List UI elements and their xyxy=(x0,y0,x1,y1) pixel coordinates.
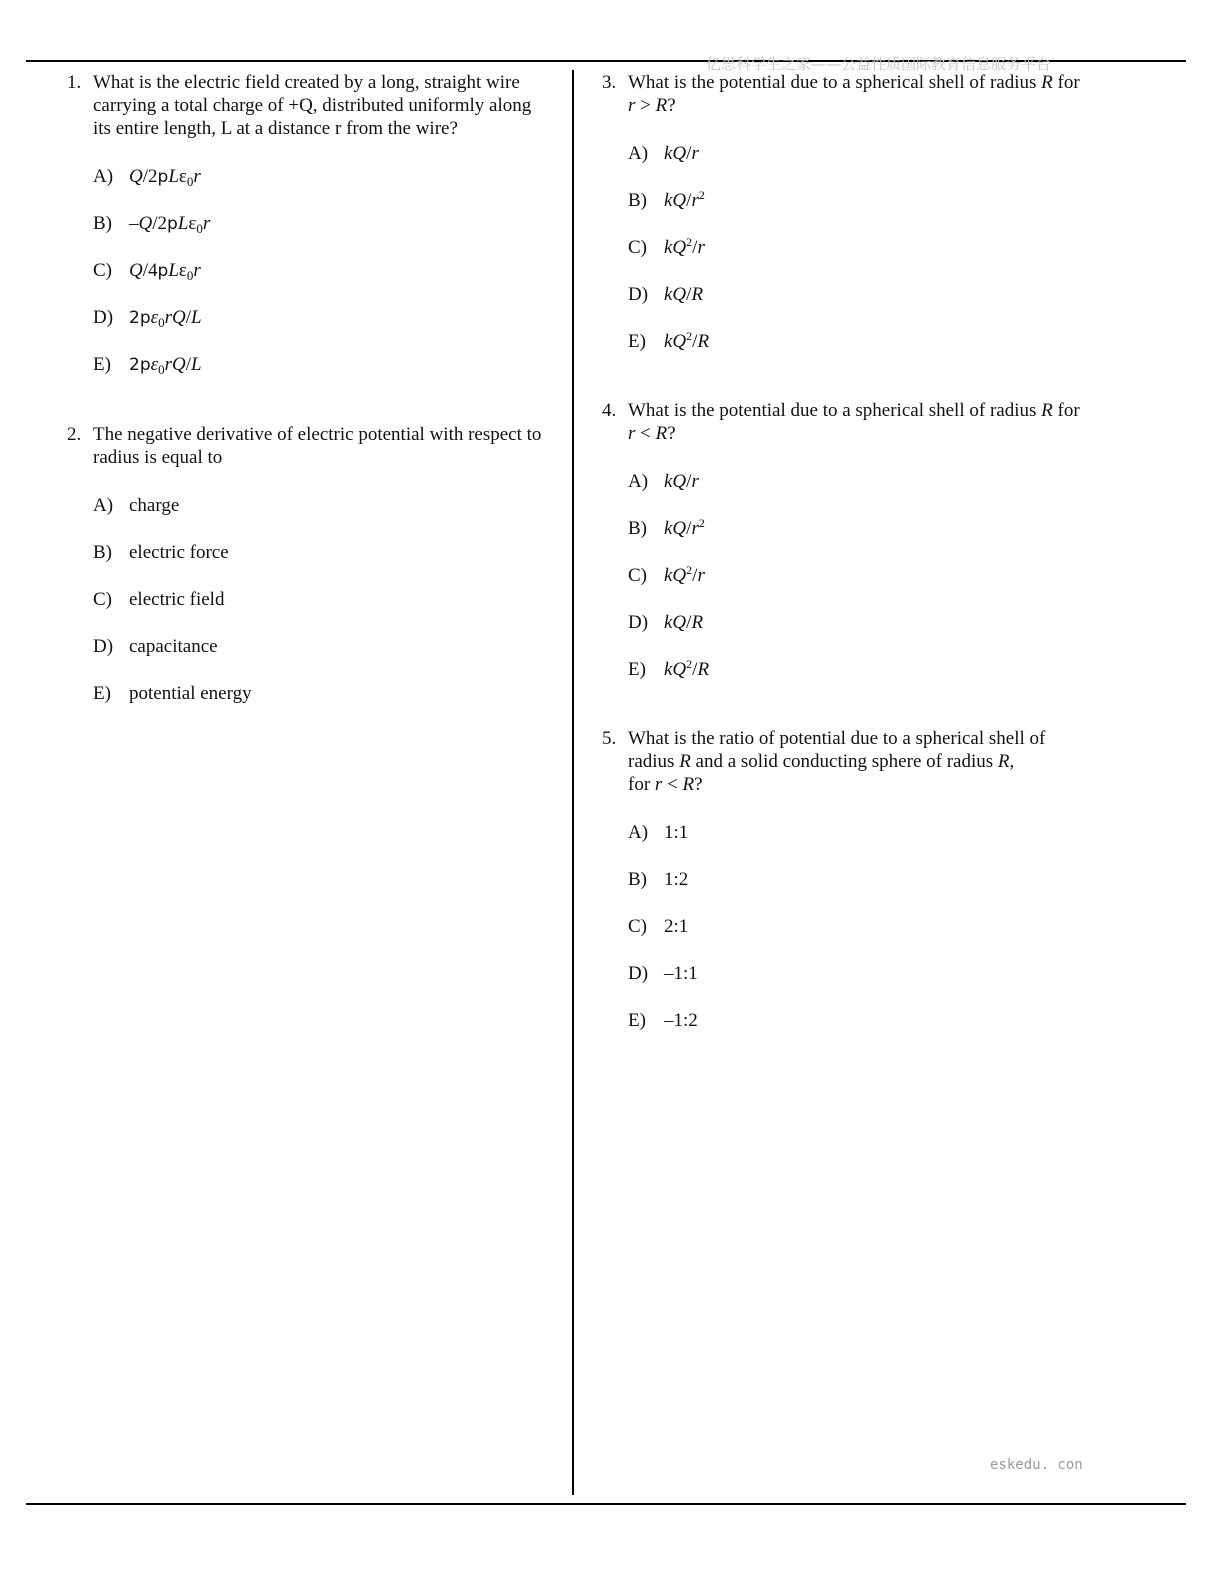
option-text: $kQ^2/R$ xyxy=(664,657,710,680)
option-text: –1:1 xyxy=(664,963,698,984)
option-text: capacitance xyxy=(129,636,218,657)
option-text: kQ/r xyxy=(664,143,699,164)
option-e[interactable] xyxy=(93,682,567,729)
option-letter: E) xyxy=(93,683,111,704)
option-a[interactable] xyxy=(93,494,567,541)
option-e[interactable] xyxy=(628,330,1102,377)
option-e[interactable] xyxy=(628,1009,1102,1056)
option-letter: C) xyxy=(93,589,112,610)
options-list xyxy=(93,165,567,400)
question-stem xyxy=(67,71,567,140)
question-5 xyxy=(602,727,1102,1056)
question-number: 2. xyxy=(67,424,82,445)
options-list xyxy=(93,494,567,729)
question-3 xyxy=(602,71,1102,377)
option-text: electric field xyxy=(129,589,225,610)
option-text: $2p\varepsilon_0rQ/L$ xyxy=(129,307,202,330)
option-letter: D) xyxy=(93,636,114,657)
option-text: $kQ^2/r$ xyxy=(664,235,705,258)
question-4 xyxy=(602,399,1102,705)
option-text: 1:2 xyxy=(664,869,689,890)
option-a[interactable] xyxy=(628,470,1102,517)
question-text: What is the ratio of potential due to a spherical shell of radius R and a solid conducting sphere of radius R, for r < R? xyxy=(628,728,1046,795)
header-watermark: 亿思科学生之家——公益性质国际教育信息服务平台 xyxy=(706,55,1052,73)
option-letter: A) xyxy=(93,495,114,516)
option-text: 2:1 xyxy=(664,916,689,937)
options-list xyxy=(628,470,1102,705)
option-letter: A) xyxy=(628,471,649,492)
option-text: charge xyxy=(129,495,180,516)
option-letter: C) xyxy=(628,565,647,586)
option-b[interactable] xyxy=(628,517,1102,564)
option-letter: A) xyxy=(628,822,649,843)
option-b[interactable] xyxy=(93,541,567,588)
option-b[interactable] xyxy=(628,189,1102,236)
option-c[interactable] xyxy=(93,588,567,635)
question-text: What is the potential due to a spherical shell of radius R for r < R? xyxy=(628,400,1080,444)
option-c[interactable] xyxy=(628,564,1102,611)
options-list xyxy=(628,821,1102,1056)
option-letter: E) xyxy=(628,659,646,680)
option-letter: B) xyxy=(93,213,112,234)
option-letter: B) xyxy=(93,542,112,563)
option-text: 1:1 xyxy=(664,822,689,843)
option-d[interactable] xyxy=(628,611,1102,658)
column-divider xyxy=(572,70,574,1495)
question-number: 4. xyxy=(602,400,617,421)
option-letter: E) xyxy=(93,354,111,375)
option-text: $2p\varepsilon_0rQ/L$ xyxy=(129,354,202,377)
option-letter: B) xyxy=(628,190,647,211)
option-letter: B) xyxy=(628,518,647,539)
option-text: $kQ/r^2$ xyxy=(664,516,705,539)
question-2 xyxy=(67,423,567,729)
option-text: kQ/r xyxy=(664,471,699,492)
options-list xyxy=(628,142,1102,377)
question-stem xyxy=(602,71,1102,117)
option-text: –1:2 xyxy=(664,1010,698,1031)
option-letter: D) xyxy=(628,284,649,305)
option-d[interactable] xyxy=(628,283,1102,330)
option-d[interactable] xyxy=(628,962,1102,1009)
footer-watermark: eskedu. con xyxy=(990,1457,1083,1473)
option-a[interactable] xyxy=(628,142,1102,189)
question-number: 3. xyxy=(602,72,617,93)
option-letter: C) xyxy=(628,237,647,258)
question-text: What is the potential due to a spherical shell of radius R for r > R? xyxy=(628,72,1080,116)
option-text: kQ/R xyxy=(664,612,704,633)
option-letter: E) xyxy=(628,331,646,352)
option-a[interactable] xyxy=(93,165,567,212)
option-b[interactable] xyxy=(93,212,567,259)
option-text: $kQ^2/r$ xyxy=(664,563,705,586)
option-text: Q/2pLε$_0$r xyxy=(129,166,201,189)
option-letter: B) xyxy=(628,869,647,890)
option-text: electric force xyxy=(129,542,229,563)
option-letter: D) xyxy=(628,612,649,633)
question-text: What is the electric field created by a long, straight wire carrying a total charge of +Q, distributed uniformly along its entire length, L at a distance r from the wire? xyxy=(93,72,532,139)
option-d[interactable] xyxy=(93,306,567,353)
question-stem xyxy=(602,727,1102,796)
option-letter: E) xyxy=(628,1010,646,1031)
question-number: 5. xyxy=(602,728,617,749)
bottom-rule xyxy=(26,1503,1186,1505)
option-b[interactable] xyxy=(628,868,1102,915)
option-c[interactable] xyxy=(628,915,1102,962)
option-text: $kQ^2/R$ xyxy=(664,329,710,352)
option-d[interactable] xyxy=(93,635,567,682)
option-e[interactable] xyxy=(93,353,567,400)
question-1 xyxy=(67,71,567,400)
question-number: 1. xyxy=(67,72,82,93)
option-letter: D) xyxy=(93,307,114,328)
option-a[interactable] xyxy=(628,821,1102,868)
option-e[interactable] xyxy=(628,658,1102,705)
question-stem xyxy=(67,423,567,469)
question-text: The negative derivative of electric potential with respect to radius is equal to xyxy=(93,424,542,468)
option-text: –Q/2pLε$_0$r xyxy=(129,213,211,236)
option-text: $kQ/r^2$ xyxy=(664,188,705,211)
option-letter: D) xyxy=(628,963,649,984)
option-letter: A) xyxy=(628,143,649,164)
option-c[interactable] xyxy=(93,259,567,306)
option-text: kQ/R xyxy=(664,284,704,305)
option-letter: A) xyxy=(93,166,114,187)
option-letter: C) xyxy=(628,916,647,937)
option-text: potential energy xyxy=(129,683,252,704)
question-stem xyxy=(602,399,1102,445)
option-c[interactable] xyxy=(628,236,1102,283)
option-letter: C) xyxy=(93,260,112,281)
option-text: Q/4pLε$_0$r xyxy=(129,260,201,283)
